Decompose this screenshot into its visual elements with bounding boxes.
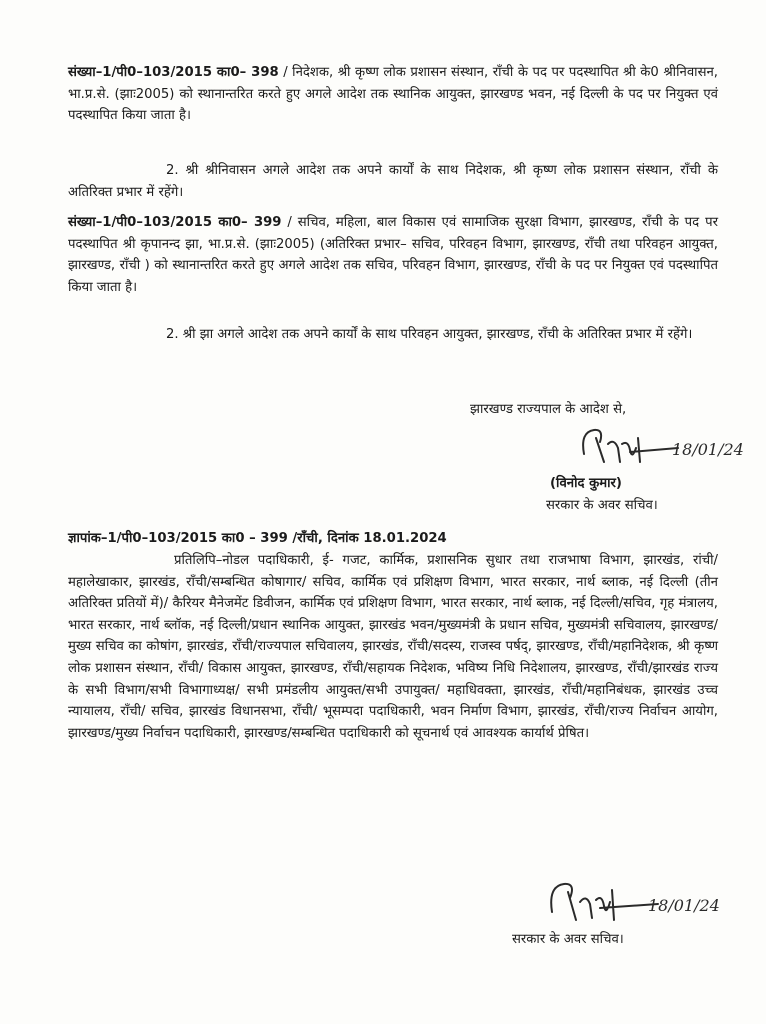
- signature-1-date: 18/01/24: [672, 440, 744, 459]
- order-2-ref: संख्या–1/पी0–103/2015 का0– 399: [68, 215, 282, 230]
- order-1-para-2: 2. श्री श्रीनिवासन अगले आदेश तक अपने कार्यों के साथ निदेशक, श्री कृष्ण लोक प्रशासन संस्थान, राँची के अतिरिक्त प्रभार में रहेंगे।: [68, 163, 718, 200]
- order-by-line: झारखण्ड राज्यपाल के आदेश से,: [470, 402, 627, 417]
- signature-1-designation: सरकार के अवर सचिव।: [546, 498, 658, 513]
- signature-1-name: (विनोद कुमार): [550, 476, 622, 491]
- order-1: [68, 62, 718, 127]
- order-1-text: / निदेशक, श्री कृष्ण लोक प्रशासन संस्थान, राँची के पद पर पदस्थापित श्री के0 श्रीनिवासन, भा.प्र.से. (झाः2005) को स्थानान्तरित करते हुए अगले आदेश तक स्थानिक आयुक्त, झारखण्ड भवन, नई दिल्ली के पद पर नियुक्त एवं पदस्थापित किया जाता है।: [68, 65, 718, 124]
- memo-ref-line: [68, 528, 718, 550]
- order-2: [68, 212, 718, 298]
- memo-distribution-list: प्रतिलिपि–नोडल पदाधिकारी, ई- गजट, कार्मिक, प्रशासनिक सुधार तथा राजभाषा विभाग, झारखंड, रांची/महालेखाकार, झारखंड, राँची/सम्बन्धित कोषागार/ सचिव, कार्मिक एवं प्रशिक्षण विभाग, भारत सरकार, नार्थ ब्लाक, नई दिल्ली (तीन अतिरिक्त प्रतियों में)/ कैरियर मैनेजमेंट डिवीजन, कार्मिक एवं प्रशिक्षण विभाग, भारत सरकार, नार्थ ब्लाक, नई दिल्ली/सचिव, गृह मंत्रालय, भारत सरकार, नार्थ ब्लॉक, नई दिल्ली/प्रधान स्थानिक आयुक्त, झारखंड भवन/मुख्यमंत्री के प्रधान सचिव, मुख्यमंत्री सचिवालय, झारखण्ड/मुख्य सचिव का कोषांग, झारखंड, राँची/राज्यपाल सचिवालय, झारखंड, राँची/सदस्य, राजस्व पर्षद्, झारखण्ड, राँची/महानिदेशक, श्री कृष्ण लोक प्रशासन संस्थान, राँची/ विकास आयुक्त, झारखण्ड, राँची/सहायक निदेशक, भविष्य निधि निदेशालय, झारखण्ड, राँची/झारखंड राज्य के सभी विभाग/सभी विभागाध्यक्ष/ सभी प्रमंडलीय आयुक्त/सभी उपायुक्त/ महाधिवक्ता, झारखंड, राँची/महानिबंधक, झारखंड उच्च न्यायालय, राँची/ सचिव, झारखंड विधानसभा, राँची/ भूसम्पदा पदाधिकारी, भवन निर्माण विभाग, झारखंड, राँची/राज्य निर्वाचन आयोग, झारखण्ड/मुख्य निर्वाचन पदाधिकारी, झारखण्ड/सम्बन्धित पदाधिकारी को सूचनार्थ एवं आवश्यक कार्यार्थ प्रेषित।: [68, 553, 718, 741]
- signature-2-date: 18/01/24: [648, 896, 720, 915]
- signature-2-designation: सरकार के अवर सचिव।: [512, 932, 624, 947]
- order-1-ref: संख्या–1/पी0–103/2015 का0– 398: [68, 65, 279, 80]
- order-2-text: / सचिव, महिला, बाल विकास एवं सामाजिक सुरक्षा विभाग, झारखण्ड, राँची के पद पर पदस्थापित श्री कृपानन्द झा, भा.प्र.से. (झाः2005) (अतिरिक्त प्रभार– सचिव, परिवहन विभाग, झारखण्ड, राँची तथा परिवहन आयुक्त, झारखण्ड, राँची ) को स्थानान्तरित करते हुए अगले आदेश तक सचिव, परिवहन विभाग, झारखण्ड, राँची के पद पर नियुक्त एवं पदस्थापित किया जाता है।: [68, 215, 718, 295]
- memo-ref: ज्ञापांक–1/पी0–103/2015 का0 – 399 /राँची, दिनांक 18.01.2024: [68, 531, 447, 546]
- order-2-para-2: 2. श्री झा अगले आदेश तक अपने कार्यों के साथ परिवहन आयुक्त, झारखण्ड, राँची के अतिरिक्त प्रभार में रहेंगे।: [166, 327, 693, 342]
